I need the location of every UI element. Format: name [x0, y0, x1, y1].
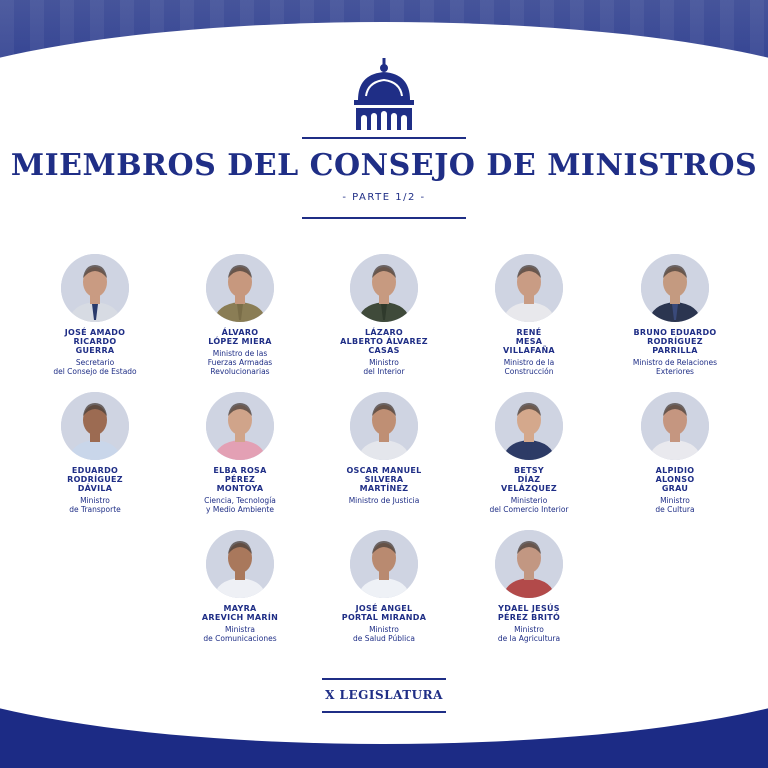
portrait-silhouette: [206, 392, 274, 460]
member-name: EDUARDO RODRÍGUEZ DÁVILA: [67, 466, 123, 493]
member-role: Secretario del Consejo de Estado: [53, 358, 137, 376]
portrait-silhouette: [350, 254, 418, 322]
member-role: Ministro de Cultura: [655, 496, 695, 514]
member-role: Ministro de las Fuerzas Armadas Revolucionarias: [207, 349, 273, 376]
portrait-silhouette: [495, 530, 563, 598]
member-name: BETSY DÍAZ VELÁZQUEZ: [500, 466, 557, 493]
member-role: Ministro del Interior: [363, 358, 405, 376]
portrait-silhouette: [495, 254, 563, 322]
member-name: JOSÉ AMADO RICARDO GUERRA: [64, 328, 126, 355]
member-name: YDAEL JESÚS PÉREZ BRITÓ: [497, 604, 561, 622]
member-card: [170, 392, 310, 514]
member-name: JOSÉ ANGEL PORTAL MIRANDA: [341, 604, 427, 622]
member-role: Ministro de la Construcción: [503, 358, 555, 376]
member-photo: [641, 392, 709, 460]
legislature-label: [322, 678, 446, 712]
portrait-silhouette: [61, 254, 129, 322]
member-photo: [206, 254, 274, 322]
member-name: ALPIDIO ALONSO GRAU: [655, 466, 695, 493]
legislature-text: X LEGISLATURA: [325, 688, 443, 702]
member-name: ELBA ROSA PÉREZ MONTOYA: [213, 466, 267, 493]
portrait-silhouette: [350, 530, 418, 598]
page-subtitle: - PARTE 1/2 -: [342, 192, 426, 203]
title-top-divider: [302, 137, 466, 139]
member-photo: [206, 530, 274, 598]
member-card: [170, 254, 310, 376]
member-photo: [350, 392, 418, 460]
member-photo: [61, 392, 129, 460]
member-photo: [495, 392, 563, 460]
portrait-silhouette: [641, 254, 709, 322]
member-photo: [495, 530, 563, 598]
member-photo: [641, 254, 709, 322]
capitol-dome-icon: [344, 56, 424, 136]
member-card: [25, 254, 165, 376]
member-role: Ministro de Transporte: [69, 496, 121, 514]
portrait-silhouette: [206, 530, 274, 598]
member-card: [314, 530, 454, 643]
member-role: Ciencia, Tecnología y Medio Ambiente: [204, 496, 276, 514]
member-name: MAYRA AREVICH MARÍN: [201, 604, 279, 622]
member-role: Ministro de Justicia: [348, 496, 420, 505]
member-photo: [206, 392, 274, 460]
member-name: RENÉ MESA VILLAFAÑA: [503, 328, 555, 355]
member-card: [459, 392, 599, 514]
member-card: [605, 392, 745, 514]
member-card: [314, 254, 454, 376]
footer-bottom-divider: [322, 711, 446, 713]
member-role: Ministerio del Comercio Interior: [489, 496, 569, 514]
member-role: Ministro de la Agricultura: [497, 625, 561, 643]
member-role: Ministra de Comunicaciones: [203, 625, 277, 643]
member-name: LÁZARO ALBERTO ÁLVAREZ CASAS: [340, 328, 428, 355]
title-bottom-divider: [302, 217, 466, 219]
page-title: MIEMBROS DEL CONSEJO DE MINISTROS: [10, 148, 758, 183]
member-card: [459, 530, 599, 643]
member-photo: [350, 254, 418, 322]
member-role: Ministro de Relaciones Exteriores: [632, 358, 718, 376]
member-name: BRUNO EDUARDO RODRÍGUEZ PARRILLA: [633, 328, 717, 355]
member-photo: [495, 254, 563, 322]
portrait-silhouette: [350, 392, 418, 460]
member-card: [459, 254, 599, 376]
portrait-silhouette: [495, 392, 563, 460]
portrait-silhouette: [61, 392, 129, 460]
portrait-silhouette: [641, 392, 709, 460]
member-photo: [350, 530, 418, 598]
member-card: [605, 254, 745, 376]
member-card: [314, 392, 454, 505]
portrait-silhouette: [206, 254, 274, 322]
member-name: OSCAR MANUEL SILVERA MARTÍNEZ: [346, 466, 422, 493]
member-card: [25, 392, 165, 514]
member-name: ÁLVARO LÓPEZ MIERA: [208, 328, 272, 346]
member-photo: [61, 254, 129, 322]
member-role: Ministro de Salud Pública: [353, 625, 415, 643]
member-card: [170, 530, 310, 643]
